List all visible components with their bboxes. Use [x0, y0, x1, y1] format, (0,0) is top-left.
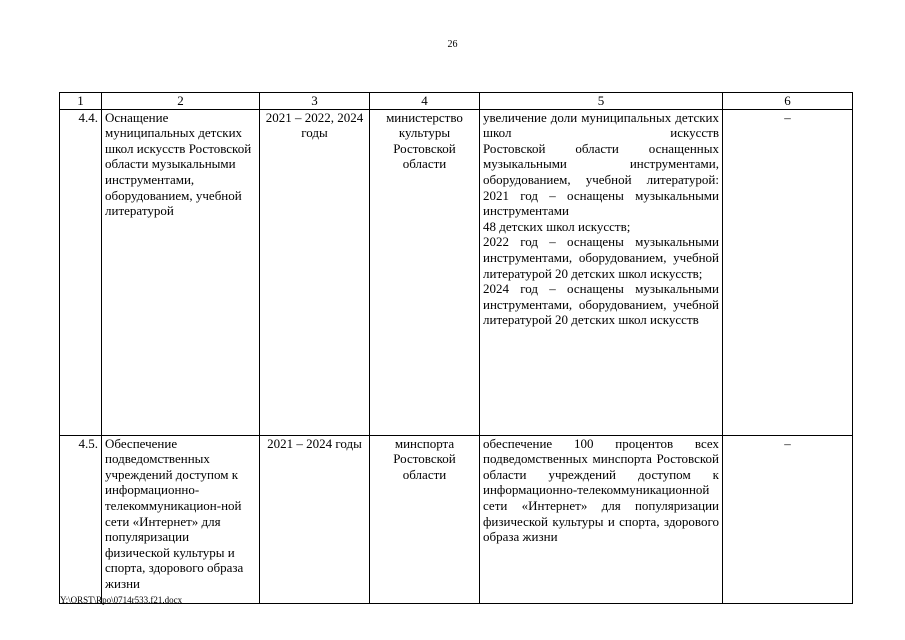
row-number: 4.5.	[60, 435, 102, 603]
period-cell: 2021 – 2022, 2024 годы	[260, 109, 370, 435]
measure-cell: Обеспечение подведомственных учреждений доступом к информационно-телекоммуникацион-ной сети «Интернет» для популяризации физической культуры и спорта, здорового образа жизни	[102, 435, 260, 603]
period-cell: 2021 – 2024 годы	[260, 435, 370, 603]
result-line: Ростовской области оснащенных музыкальными инструментами, оборудованием, учебной литературой: 2021 год – оснащены музыкальными инструментами	[483, 140, 719, 219]
table-header-row	[60, 93, 853, 110]
table-row	[60, 109, 853, 435]
measures-table	[59, 92, 853, 604]
result-cell: обеспечение 100 процентов всех подведомственных минспорта Ростовской области учреждений доступом к информационно-телекоммуникационной сети «Интернет» для популяризации физической культуры и спорта, здорового образа жизни	[480, 435, 723, 603]
header-cell-1: 1	[60, 93, 102, 110]
header-cell-3: 3	[260, 93, 370, 110]
header-cell-2: 2	[102, 93, 260, 110]
executor-cell: министерство культуры Ростовской области	[370, 109, 480, 435]
header-cell-6: 6	[723, 93, 853, 110]
measure-cell: Оснащение муниципальных детских школ искусств Ростовской области музыкальными инструментами, оборудованием, учебной литературой	[102, 109, 260, 435]
result-line: 2024 год – оснащены музыкальными инструментами, оборудованием, учебной литературой 20 детских школ искусств	[483, 281, 719, 328]
result-line: увеличение доли муниципальных детских школ искусств	[483, 109, 719, 141]
table-row	[60, 435, 853, 603]
executor-cell: минспорта Ростовской области	[370, 435, 480, 603]
page-number: 26	[447, 39, 458, 50]
result-cell	[480, 109, 723, 435]
result-line: 48 детских школ искусств;	[483, 218, 631, 234]
result-line: 2022 год – оснащены музыкальными инструментами, оборудованием, учебной литературой 20 детских школ искусств;	[483, 234, 719, 281]
header-cell-4: 4	[370, 93, 480, 110]
note-cell: –	[723, 109, 853, 435]
row-number: 4.4.	[60, 109, 102, 435]
header-cell-5: 5	[480, 93, 723, 110]
footer-file-path: Y:\ORST\Rpo\0714r533.f21.docx	[60, 595, 183, 605]
note-cell: –	[723, 435, 853, 603]
